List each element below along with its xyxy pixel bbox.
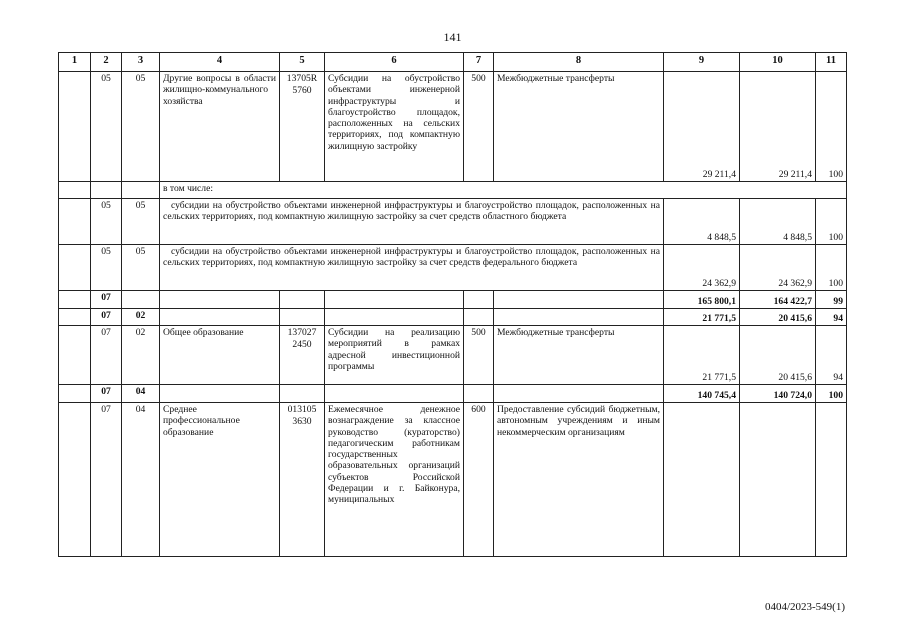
subsection-code: 02	[122, 309, 160, 326]
section-code: 05	[91, 72, 122, 182]
subsection-code: 02	[122, 326, 160, 385]
item-name: Общее образование	[160, 326, 280, 385]
header-cell: 9	[664, 53, 740, 72]
including-label: в том числе:	[160, 182, 847, 199]
subsidy-description: субсидии на обустройство объектами инженерной инфраструктуры и благоустройство площадок, расположенных на сельских территориях, под компактную жилищную застройку за счет средств федерального бюджета	[160, 245, 664, 291]
section-code: 07	[91, 291, 122, 309]
header-cell: 10	[740, 53, 816, 72]
expense-type-name: Межбюджетные трансферты	[494, 72, 664, 182]
section-code: 07	[91, 403, 122, 557]
expense-type-name: Межбюджетные трансферты	[494, 326, 664, 385]
value-col10: 164 422,7	[740, 291, 816, 309]
value-col9: 21 771,5	[664, 309, 740, 326]
subsection-code: 04	[122, 385, 160, 403]
value-col9: 29 211,4	[664, 72, 740, 182]
value-col11: 99	[816, 291, 847, 309]
value-col9: 24 362,9	[664, 245, 740, 291]
item-name: Среднее профессиональное образование	[160, 403, 280, 557]
section-code: 07	[91, 309, 122, 326]
header-cell: 4	[160, 53, 280, 72]
value-col10: 140 724,0	[740, 385, 816, 403]
header-cell: 11	[816, 53, 847, 72]
expense-type-name: Предоставление субсидий бюджетным, автономным учреждениям и иным некоммерческим организациям	[494, 403, 664, 557]
value-col10: 24 362,9	[740, 245, 816, 291]
target-code: 13705R 5760	[280, 72, 325, 182]
value-col9: 165 800,1	[664, 291, 740, 309]
table-row-general-education	[59, 326, 847, 385]
document-code: 0404/2023-549(1)	[764, 601, 845, 613]
header-cell: 1	[59, 53, 91, 72]
header-cell: 5	[280, 53, 325, 72]
section-code: 05	[91, 199, 122, 245]
purpose-text: Субсидии на реализацию мероприятий в рамках адресной инвестиционной программы	[325, 326, 464, 385]
table-row-federal	[59, 245, 847, 291]
header-cell: 8	[494, 53, 664, 72]
expense-type-code: 500	[464, 72, 494, 182]
purpose-text: Субсидии на обустройство объектами инженерной инфраструктуры и благоустройство площадок, расположенных на сельских территориях, под компактную жилищную застройку	[325, 72, 464, 182]
value-col11: 100	[816, 199, 847, 245]
subsidy-description: субсидии на обустройство объектами инженерной инфраструктуры и благоустройство площадок, расположенных на сельских территориях, под компактную жилищную застройку за счет средств областного бюджета	[160, 199, 664, 245]
value-col11: 100	[816, 385, 847, 403]
value-col11: 94	[816, 326, 847, 385]
header-cell: 7	[464, 53, 494, 72]
subsection-code: 05	[122, 72, 160, 182]
value-col10: 29 211,4	[740, 72, 816, 182]
table-row-section-0702	[59, 309, 847, 326]
header-row	[59, 53, 847, 72]
table-row-vocational-education	[59, 403, 847, 557]
value-col9: 140 745,4	[664, 385, 740, 403]
value-col11: 100	[816, 72, 847, 182]
value-col10: 4 848,5	[740, 199, 816, 245]
purpose-text: Ежемесячное денежное вознаграждение за классное руководство (кураторство) педагогическим работникам государственных образовательных организаций субъектов Российской Федерации и г. Байконура, муниципальных	[325, 403, 464, 557]
page-number: 141	[443, 30, 462, 44]
subsection-code: 04	[122, 403, 160, 557]
table-row-regional	[59, 199, 847, 245]
budget-table	[58, 52, 847, 557]
value-col10: 20 415,6	[740, 326, 816, 385]
header-cell: 3	[122, 53, 160, 72]
subsection-code: 05	[122, 245, 160, 291]
expense-type-code: 600	[464, 403, 494, 557]
subsection-code: 05	[122, 199, 160, 245]
header-cell: 6	[325, 53, 464, 72]
value-col9: 4 848,5	[664, 199, 740, 245]
value-col11: 100	[816, 245, 847, 291]
item-name: Другие вопросы в области жилищно-коммунального хозяйства	[160, 72, 280, 182]
value-col9: 21 771,5	[664, 326, 740, 385]
expense-type-code: 500	[464, 326, 494, 385]
table-row-section-07	[59, 291, 847, 309]
value-col10: 20 415,6	[740, 309, 816, 326]
table-row-including	[59, 182, 847, 199]
header-cell: 2	[91, 53, 122, 72]
table-row-section-0704	[59, 385, 847, 403]
target-code: 137027 2450	[280, 326, 325, 385]
section-code: 07	[91, 385, 122, 403]
value-col11: 94	[816, 309, 847, 326]
target-code: 013105 3630	[280, 403, 325, 557]
table-row-housing	[59, 72, 847, 182]
section-code: 05	[91, 245, 122, 291]
section-code: 07	[91, 326, 122, 385]
